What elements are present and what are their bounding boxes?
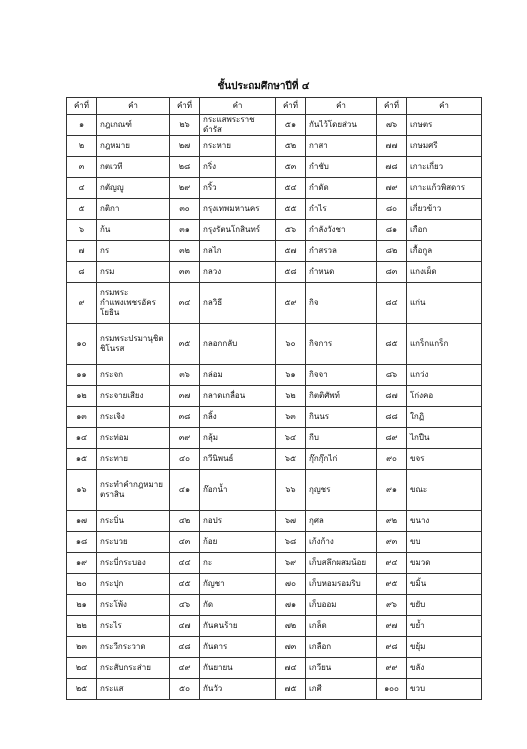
table-row [67,365,482,386]
word-entry: เก็บหอมรอมริบ [306,574,377,595]
word-number: ๕๐ [170,679,200,700]
word-number: ๑๗ [67,511,97,532]
word-number: ๕๕ [276,199,306,220]
word-number: ๕๗ [276,241,306,262]
word-number: ๗๘ [377,157,407,178]
word-number: ๑๔ [67,428,97,449]
word-entry: กตัญญู [97,178,170,199]
table-row [67,220,482,241]
word-number: ๖๕ [276,449,306,470]
word-entry: ก้น [97,220,170,241]
word-number: ๒๖ [170,115,200,136]
word-entry: กระท่อม [97,428,170,449]
word-number: ๒๙ [170,178,200,199]
table-row [67,115,482,136]
word-number: ๓๗ [170,386,200,407]
word-entry: กล่อม [200,365,276,386]
table-row [67,532,482,553]
word-number: ๑๒ [67,386,97,407]
word-entry: เก้งก้าง [306,532,377,553]
word-number: ๓๘ [170,407,200,428]
word-entry: กาสา [306,136,377,157]
word-entry: กระจก [97,365,170,386]
word-number: ๙๒ [377,511,407,532]
word-entry: ก๊อกน้ำ [200,470,276,511]
word-entry: กริ้ว [200,178,276,199]
word-entry: กตเวที [97,157,170,178]
word-number: ๔๖ [170,595,200,616]
word-entry: แกงเผ็ด [407,262,482,283]
word-entry: ขบ [407,532,482,553]
word-number: ๙๙ [377,658,407,679]
word-number: ๔ [67,178,97,199]
word-number: ๖๙ [276,553,306,574]
table-row [67,199,482,220]
word-number: ๑ [67,115,97,136]
word-number: ๖๖ [276,470,306,511]
word-entry: กลิ้ง [200,407,276,428]
word-number: ๙๕ [377,574,407,595]
column-header: คำที่ [67,98,97,115]
word-entry: กีบ [306,428,377,449]
table-row [67,637,482,658]
word-number: ๘ [67,262,97,283]
word-number: ๗๔ [276,658,306,679]
word-entry: กลไก [200,241,276,262]
word-entry: เกาะแก้วพิสดาร [407,178,482,199]
word-number: ๑๑ [67,365,97,386]
word-entry: กำชับ [306,157,377,178]
word-entry: กระจายเสียง [97,386,170,407]
table-row [67,262,482,283]
word-number: ๑๕ [67,449,97,470]
table-row [67,595,482,616]
word-entry: กำหนด [306,262,377,283]
word-number: ๔๑ [170,470,200,511]
word-entry: กลวง [200,262,276,283]
word-entry: เกศี [306,679,377,700]
column-header: คำ [200,98,276,115]
word-entry: กระบิ่น [97,511,170,532]
word-number: ๙๐ [377,449,407,470]
word-number: ๕๑ [276,115,306,136]
word-number: ๒๘ [170,157,200,178]
word-number: ๘๗ [377,386,407,407]
table-row [67,470,482,511]
page-title: ชั้นประถมศึกษาปีที่ ๔ [217,81,310,92]
table-row [67,386,482,407]
table-row [67,658,482,679]
word-entry: กันวัว [200,679,276,700]
word-entry: เกี่ยวข้าว [407,199,482,220]
word-number: ๘๘ [377,407,407,428]
word-number: ๘๑ [377,220,407,241]
word-number: ๖๓ [276,407,306,428]
word-number: ๕๙ [276,283,306,324]
word-entry: เกือก [407,220,482,241]
word-entry: กระบี่กระบอง [97,553,170,574]
word-number: ๓๑ [170,220,200,241]
word-entry: ใกฏิ [407,407,482,428]
table-row [67,241,482,262]
word-number: ๓๒ [170,241,200,262]
word-entry: กำสรวล [306,241,377,262]
word-number: ๑๐๐ [377,679,407,700]
word-number: ๓๙ [170,428,200,449]
word-number: ๒๐ [67,574,97,595]
word-entry: ขมวด [407,553,482,574]
word-entry: แกว่ง [407,365,482,386]
word-entry: กิจ [306,283,377,324]
word-number: ๔๕ [170,574,200,595]
word-entry: กลวิธี [200,283,276,324]
word-entry: กินนร [306,407,377,428]
table-row [67,428,482,449]
word-entry: กระโพ้ง [97,595,170,616]
word-entry: กัด [200,595,276,616]
word-entry: เกื้อกูล [407,241,482,262]
table-row [67,407,482,428]
word-number: ๘๙ [377,428,407,449]
word-number: ๔๘ [170,637,200,658]
word-entry: ไกปืน [407,428,482,449]
word-number: ๒๒ [67,616,97,637]
word-number: ๓๔ [170,283,200,324]
word-number: ๕๖ [276,220,306,241]
word-number: ๒๗ [170,136,200,157]
word-entry: กันยายน [200,658,276,679]
table-row [67,157,482,178]
word-entry: ขจร [407,449,482,470]
word-entry: กระเจิง [97,407,170,428]
word-number: ๙๔ [377,553,407,574]
word-number: ๙๑ [377,470,407,511]
table-row [67,511,482,532]
word-number: ๘๒ [377,241,407,262]
word-number: ๖๘ [276,532,306,553]
word-entry: กอปร [200,511,276,532]
word-number: ๙๖ [377,595,407,616]
word-number: ๘๐ [377,199,407,220]
word-number: ๖๐ [276,324,306,365]
word-number: ๕๘ [276,262,306,283]
word-number: ๓๖ [170,365,200,386]
word-number: ๗๙ [377,178,407,199]
table-row [67,616,482,637]
word-entry: กฎเกณฑ์ [97,115,170,136]
word-number: ๔๙ [170,658,200,679]
word-entry: เก็บออม [306,595,377,616]
word-entry: โก่งคอ [407,386,482,407]
word-entry: แก่น [407,283,482,324]
word-entry: กระวีกระวาด [97,637,170,658]
column-header: คำ [306,98,377,115]
word-number: ๑๓ [67,407,97,428]
word-number: ๑๘ [67,532,97,553]
word-number: ๙ [67,283,97,324]
word-number: ๖ [67,220,97,241]
word-entry: กระปุก [97,574,170,595]
word-entry: กะ [200,553,276,574]
word-entry: เกล็ด [306,616,377,637]
word-number: ๙๓ [377,532,407,553]
word-entry: แกร็กแกร็ก [407,324,482,365]
word-entry: ก้อย [200,532,276,553]
table-row [67,178,482,199]
word-entry: กัญชา [200,574,276,595]
word-entry: กันดาร [200,637,276,658]
word-number: ๓๕ [170,324,200,365]
word-entry: กำดัด [306,178,377,199]
word-number: ๘๔ [377,283,407,324]
word-number: ๒ [67,136,97,157]
word-number: ๔๐ [170,449,200,470]
word-entry: กระทำคำกฎหมายตราสิน [97,470,170,511]
word-number: ๒๓ [67,637,97,658]
word-number: ๘๖ [377,365,407,386]
word-entry: กระแส [97,679,170,700]
word-number: ๗ [67,241,97,262]
word-number: ๕๔ [276,178,306,199]
column-header: คำที่ [276,98,306,115]
word-number: ๑๙ [67,553,97,574]
word-number: ๘๓ [377,262,407,283]
word-number: ๕๒ [276,136,306,157]
word-number: ๔๗ [170,616,200,637]
word-number: ๓ [67,157,97,178]
word-entry: ขวบ [407,679,482,700]
header-row [67,98,482,115]
column-header: คำที่ [170,98,200,115]
word-entry: ขมิ้น [407,574,482,595]
word-number: ๖๑ [276,365,306,386]
word-entry: กฎหมาย [97,136,170,157]
word-entry: เกษตร [407,115,482,136]
table-row [67,553,482,574]
word-number: ๗๒ [276,616,306,637]
word-number: ๕ [67,199,97,220]
word-entry: กติกา [97,199,170,220]
word-number: ๖๒ [276,386,306,407]
word-number: ๑๖ [67,470,97,511]
word-entry: กันคนร้าย [200,616,276,637]
word-number: ๗๖ [377,115,407,136]
word-entry: กลอกกลับ [200,324,276,365]
word-entry: ขยับ [407,595,482,616]
word-entry: เก็บสลึกผสมน้อย [306,553,377,574]
word-number: ๗๓ [276,637,306,658]
word-number: ๔๔ [170,553,200,574]
word-list-table [66,97,482,700]
word-number: ๗๕ [276,679,306,700]
word-entry: กลุ้ม [200,428,276,449]
column-header: คำที่ [377,98,407,115]
word-number: ๕๓ [276,157,306,178]
table-row [67,324,482,365]
word-number: ๓๓ [170,262,200,283]
word-entry: กรมพระกำแพงเพชรอัครโยธิน [97,283,170,324]
word-entry: กระไร [97,616,170,637]
word-entry: กรม [97,262,170,283]
word-entry: กรมพระปรมานุชิตชิโนรส [97,324,170,365]
word-entry: เกษมศรี [407,136,482,157]
word-entry: ขลัง [407,658,482,679]
word-entry: กิจการ [306,324,377,365]
word-entry: กระบวย [97,532,170,553]
word-entry: กวีนิพนธ์ [200,449,276,470]
word-number: ๗๗ [377,136,407,157]
word-entry: กระหาย [200,136,276,157]
word-entry: กระสับกระส่าย [97,658,170,679]
word-entry: กันไว้โดยส่วน [306,115,377,136]
word-entry: กระแสพระราชดำรัส [200,115,276,136]
word-entry: กิจจา [306,365,377,386]
word-entry: เกาะเกี่ยว [407,157,482,178]
word-number: ๗๐ [276,574,306,595]
table-row [67,679,482,700]
word-entry: ขย้ำ [407,616,482,637]
table-row [67,449,482,470]
word-entry: กรุงเทพมหานคร [200,199,276,220]
word-entry: ขยุ้ม [407,637,482,658]
word-entry: ขณะ [407,470,482,511]
word-entry: กุ๊กกุ๊กไก่ [306,449,377,470]
table-row [67,574,482,595]
word-number: ๓๐ [170,199,200,220]
word-number: ๒๑ [67,595,97,616]
word-number: ๔๓ [170,532,200,553]
word-number: ๔๒ [170,511,200,532]
word-entry: กริ่ง [200,157,276,178]
word-number: ๖๔ [276,428,306,449]
word-number: ๖๗ [276,511,306,532]
word-entry: กุศล [306,511,377,532]
word-number: ๘๕ [377,324,407,365]
word-number: ๑๐ [67,324,97,365]
word-number: ๒๔ [67,658,97,679]
table-row [67,136,482,157]
word-entry: กำลังวังชา [306,220,377,241]
word-entry: กร [97,241,170,262]
table-row [67,283,482,324]
word-entry: กลาดเกลื่อน [200,386,276,407]
word-number: ๙๘ [377,637,407,658]
word-entry: กุญชร [306,470,377,511]
word-number: ๙๗ [377,616,407,637]
column-header: คำ [97,98,170,115]
word-entry: กิตติศัพท์ [306,386,377,407]
word-entry: เกลือก [306,637,377,658]
word-number: ๒๕ [67,679,97,700]
column-header: คำ [407,98,482,115]
word-entry: ขนาง [407,511,482,532]
word-entry: กรุงรัตนโกสินทร์ [200,220,276,241]
word-entry: กระทาย [97,449,170,470]
word-entry: กำไร [306,199,377,220]
word-number: ๗๑ [276,595,306,616]
word-entry: เกวียน [306,658,377,679]
